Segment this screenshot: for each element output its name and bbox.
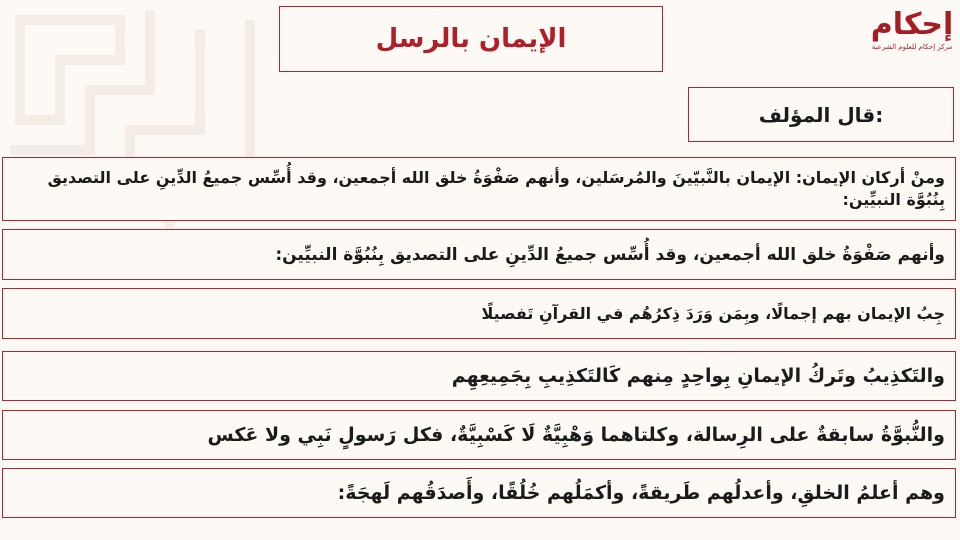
paragraph-box-6 [2,468,956,518]
section-heading: قال المؤلف: [758,102,884,127]
paragraph-box-2 [2,229,956,280]
subtitle-box [688,87,954,142]
logo [872,8,952,70]
paragraph-text-4: والتَكذِيبُ وتَركُ الإيمانِ بِواحِدٍ مِنهم كَالتَكذِيبِ بِجَمِيعِهِم [451,365,945,387]
logo-subtitle: مركز إحكام للعلوم الشرعية [871,43,953,51]
logo-mark: إحكام [870,7,954,42]
paragraph-text-2: وأنهم صَفْوَةُ خلق الله أجمعين، وقد أُسِّس جميعُ الدِّينِ على التصديق بِنُبُوَّة النبيِّين: [275,244,945,265]
paragraph-text-6: وهم أعلمُ الخلقِ، وأعدلُهم طَريقةً، وأكمَلُهم خُلُقًا، وأَصدَقُهم لَهجَةً: [337,482,945,504]
paragraph-box-1 [2,157,956,221]
paragraph-text-5: والنُّبوَّةُ سابقةٌ على الرِسالة، وكلتاهما وَهْبِيَّةٌ لَا كَسْبِيَّةٌ، فكل رَسولٍ نَبِي ولا عَكس [207,424,945,446]
paragraph-text-1: ومنْ أركان الإيمان: الإيمان بالنَّبيّينَ والمُرسَلين، وأنهم صَفْوَةُ خلق الله أجمعين، وقد أُسِّس جميعُ الدِّينِ على التصديق بِنُبُوَّة النبيِّين: [47,168,945,209]
paragraph-text-3: جِبُ الإيمان بهم إجمالًا، وبِمَن وَرَدَ ذِكرُهُم في القرآنِ تَفصيلًا [481,304,945,323]
paragraph-box-5 [2,410,956,460]
page-title: الإيمان بالرسل [375,24,567,54]
paragraph-box-3 [2,288,956,339]
title-box [279,6,663,72]
paragraph-box-4 [2,351,956,401]
